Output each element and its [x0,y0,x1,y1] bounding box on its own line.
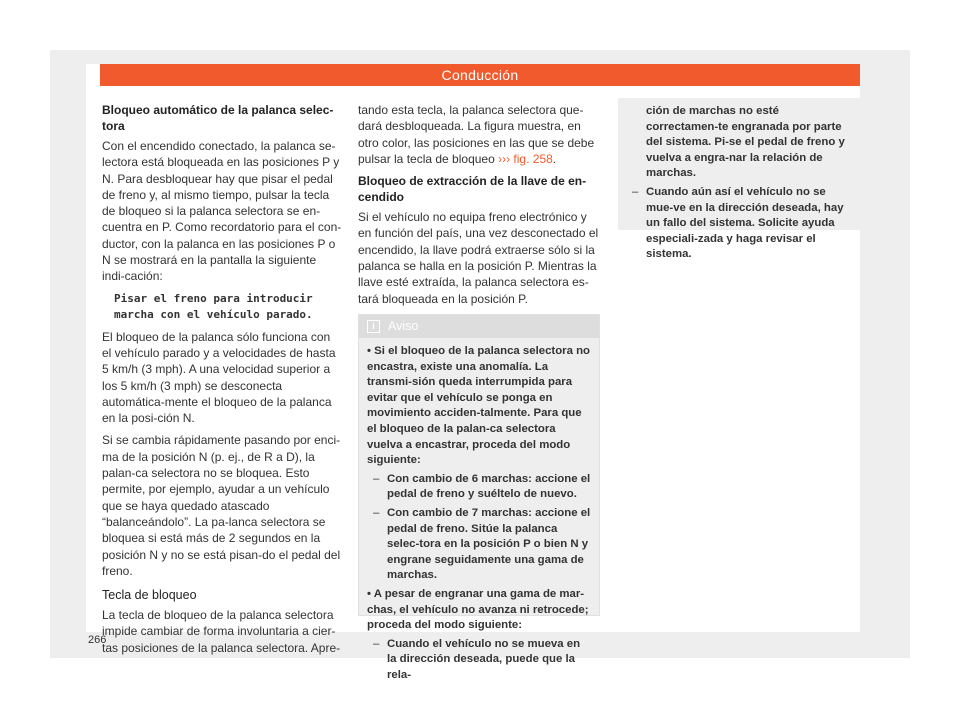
notice-bullet: • Si el bloqueo de la palanca selectora no encastra, existe una anomalía. La transmi-sión queda interrumpida para evitar que el vehículo se ponga en movimiento acciden-talmente. Para que el bloqueo de la palan-ca selectora vuelva a encastrar, proceda del modo siguiente: [367,345,591,467]
paragraph: El bloqueo de la palanca sólo funciona con el vehículo parado y a velocidades de hasta 5 km/h (3 mph). A una velocidad superior a los 5 km/h (3 mph) se desconecta automática-mente el bloqueo de la palanca en la posi-ción N. [102,329,336,426]
figure-link[interactable]: ››› fig. 258 [498,151,553,166]
heading-key-removal-lock: Bloqueo de extracción de la llave de en-cendido [358,174,587,205]
notice-bullet: • A pesar de engranar una gama de mar-chas, el vehículo no avanza ni retrocede; proceda del modo siguiente: [367,587,589,632]
section-header: Conducción [100,64,860,86]
notice-continuation-text: ción de marchas no esté correctamen-te engranada por parte del sistema. Pi-se el pedal de freno y vuelva a engra-nar la relación de marchas. [646,105,845,180]
paragraph: Si el vehículo no equipa freno electrónico y en función del país, una vez desconectado el encendido, la llave podrá extraerse sólo si la palanca se halla en la posición P. Mientras la llave esté extraída, la palanca selectora es-tará bloqueada en la posición P. [358,210,599,306]
display-message-line-1: Pisar el freno para introducir [114,291,313,305]
paragraph: La tecla de bloqueo de la palanca selectora impide cambiar de forma involuntaria a cier-tas posiciones de la palanca selectora. Apre- [102,608,341,655]
notice-box [358,314,600,681]
paragraph [358,102,600,167]
notice-continuation-box [618,98,860,261]
column-2 [358,102,600,313]
heading-lock-button: Tecla de bloqueo [102,588,197,603]
heading-automatic-lock: Bloqueo automático de la palanca selec-tora [102,103,334,133]
notice-title: Aviso [388,319,419,333]
paragraph: Con el encendido conectado, la palanca se-lectora está bloqueada en las posiciones P y N. Para desbloquear hay que pisar el pedal de freno y, al mismo tiempo, pulsar la tecla de bloqueo si la palanca selectora se en-cuentra en P. Como recordatorio para el con-ductor, con la palanca en las posiciones P o N se mostrará en la pantalla la siguiente indi-cación: [102,139,342,284]
paragraph-text: tando esta tecla, la palanca selectora que-dará desbloqueada. La figura muestra, en otro color, las posiciones en las que se debe pulsar la tecla de bloqueo [358,103,595,166]
display-message [114,291,342,323]
notice-dash-item: – Con cambio de 7 marchas: accione el pedal de freno. Sitúe la palanca selec-tora en la posición P o bien N y engrane seguidamente una gama de marchas. [367,506,591,584]
column-1 [102,102,342,662]
page-number: 266 [88,634,107,646]
notice-dash-item: – Cuando aún así el vehículo no se mue-ve en la dirección deseada, hay un fallo del sistema. Solicite ayuda especiali-zada y haga revisar el sistema. [626,185,852,263]
notice-body [359,338,599,683]
notice-dash-item: – Con cambio de 6 marchas: accione el pedal de freno y suéltelo de nuevo. [367,472,591,503]
paragraph-end: . [552,151,557,166]
notice-header [359,315,599,338]
display-message-line-2: marcha con el vehículo parado. [114,307,313,321]
paragraph: Si se cambia rápidamente pasando por enci-ma de la posición N (p. ej., de R a D), la palan-ca selectora no se bloquea. Esto permite, por ejemplo, ayudar a un vehículo que se haya quedado atascado “balanceándolo”. La pa-lanca selectora se bloquea si está más de 2 segundos en la posición N y no se está pisan-do el pedal del freno. [102,433,341,578]
notice-dash-item: – Cuando el vehículo no se mueva en la dirección deseada, puede que la rela- [367,637,591,684]
info-icon: i [367,320,380,333]
